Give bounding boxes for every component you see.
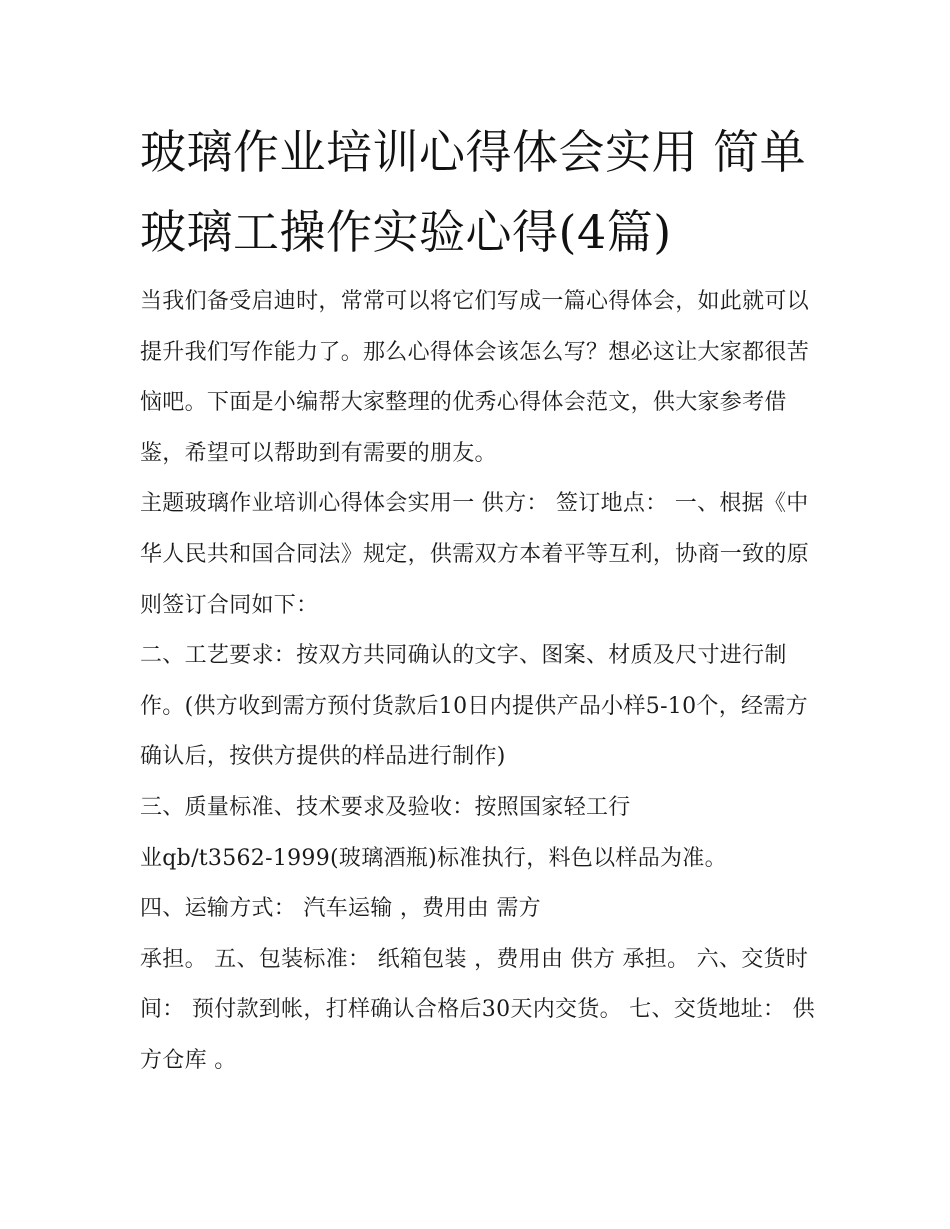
- document-body: [140, 277, 820, 1087]
- transport-paragraph: 四、运输方式： 汽车运输 ，费用由 需方: [140, 896, 541, 922]
- contract-preamble-paragraph: 主题玻璃作业培训心得体会实用一 供方： 签订地点： 一、根据《中华人民共和国合同法》规定，供需双方本着平等互利，协商一致的原则签订合同如下：: [140, 491, 810, 618]
- industry-standard-paragraph: 业qb/t3562-1999(玻璃酒瓶)标准执行，料色以样品为准。: [140, 845, 727, 871]
- document-title: 玻璃作业培训心得体会实用 简单玻璃工操作实验心得(4篇): [140, 125, 807, 259]
- intro-paragraph: 当我们备受启迪时，常常可以将它们写成一篇心得体会，如此就可以提升我们写作能力了。那么心得体会该怎么写？想必这让大家都很苦恼吧。下面是小编帮大家整理的优秀心得体会范文，供大家参考借鉴，希望可以帮助到有需要的朋友。: [140, 289, 810, 466]
- packaging-delivery-paragraph: 承担。 五、包装标准： 纸箱包装 ，费用由 供方 承担。 六、交货时间： 预付款到帐，打样确认合格后30天内交货。 七、交货地址： 供方仓库 。: [140, 946, 815, 1073]
- quality-standards-paragraph: 三、质量标准、技术要求及验收：按照国家轻工行: [140, 794, 631, 820]
- process-requirements-paragraph: 二、工艺要求：按双方共同确认的文字、图案、材质及尺寸进行制作。(供方收到需方预付货款后10日内提供产品小样5-10个，经需方确认后，按供方提供的样品进行制作): [140, 643, 808, 770]
